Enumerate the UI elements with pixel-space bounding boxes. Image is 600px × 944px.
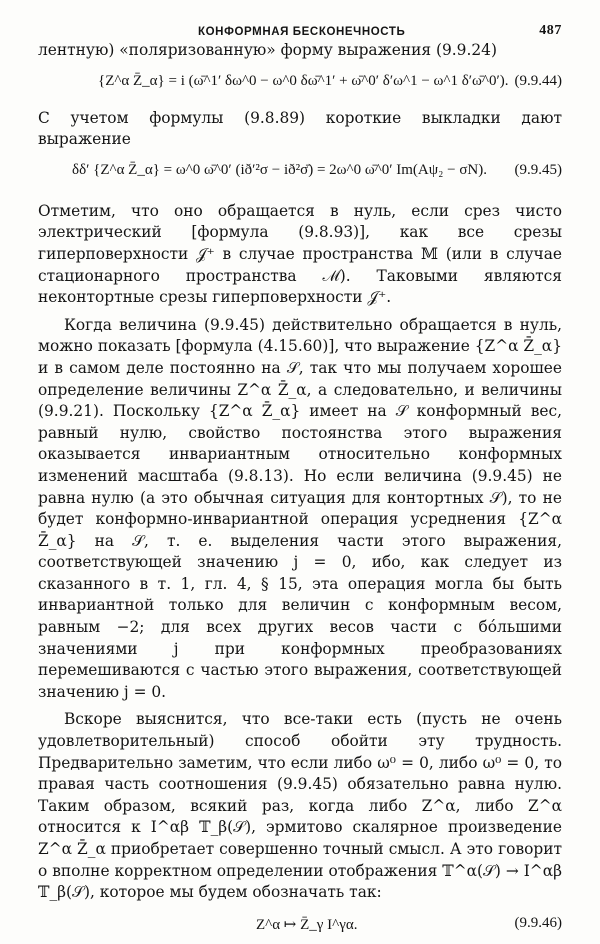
- equation-number: (9.9.44): [514, 72, 562, 89]
- equation-number: (9.9.45): [514, 161, 562, 178]
- equation-9-9-45: [38, 151, 562, 191]
- running-title: КОНФОРМНАЯ БЕСКОНЕЧНОСТЬ: [198, 26, 406, 38]
- paragraph-3: Отметим, что оно обращается в нуль, если срез чисто электрический [формула (9.8.93)], как все срезы гиперповерхности 𝒥⁺ в случае пространства 𝕄 (или в случае стационарного пространства ℳ). Таковыми являются неконтортные срезы гиперповерхности 𝒥⁺.: [38, 201, 562, 307]
- paragraph-5: Вскоре выяснится, что все-таки есть (пусть не очень удовлетворительный) способ обойти эту трудность. Предварительно заметим, что если либо ω⁰ = 0, либо ω⁰ = 0, то правая часть соотношения (9.9.45) обязательно равна нулю. Таким образом, всякий раз, когда либо Z^α, либо Z^α относится к I^αβ 𝕋_β(𝒮), эрмитово скалярное произведение Z^α Z̄_α приобретает совершенно точный смысл. А это говорит о вполне корректном определении отображения 𝕋^α(𝒮) → I^αβ 𝕋_β(𝒮), которое мы будем обозначать так:: [38, 710, 562, 902]
- page: [38, 14, 562, 944]
- equation-body: δδ′ {Z^α Z̄_α} = ω^0 ω̄^0′ (ið′²σ − ið²σ̄) = 2ω^0 ω̄^0′ Im(Aψ₂ − σN).: [72, 161, 487, 178]
- page-header: [38, 14, 562, 40]
- paragraph-1: лентную) «поляризованную» форму выражения (9.9.24): [38, 41, 497, 59]
- paragraph-4: Когда величина (9.9.45) действительно обращается в нуль, можно показать [формула (4.15.60)], что выражение {Z^α Z̄_α} и в самом деле постоянно на 𝒮, так что мы получаем хорошее определение величины Z^α Z̄_α, а следовательно, и величины (9.9.21). Поскольку {Z^α Z̄_α} имеет на 𝒮 конформный вес, равный нулю, свойство постоянства этого выражения оказывается инвариантным относительно конформных изменений масштаба (9.8.13). Но если величина (9.9.45) не равна нулю (а это обычная ситуация для контортных 𝒮), то не будет конформно-инвариантной операция усреднения {Z^α Z̄_α} на 𝒮, т. е. выделения части этого выражения, соответствующей значению j = 0, ибо, как следует из сказанного в т. 1, гл. 4, § 15, эта операция могла бы быть инвариантной только для величин с конформным весом, равным −2; для всех других весов части с бóльшими значениями j при конформных преобразованиях перемешиваются с частью этого выражения, соответствующей значению j = 0.: [38, 315, 562, 701]
- paragraph-2: С учетом формулы (9.8.89) короткие выкладки дают выражение: [38, 108, 562, 149]
- equation-body: Z^α ↦ Z̄_γ I^γα.: [256, 916, 358, 933]
- equation-number: (9.9.46): [514, 914, 562, 931]
- page-number: 487: [539, 23, 562, 38]
- equation-9-9-46: [38, 904, 562, 944]
- equation-9-9-44: [38, 62, 562, 102]
- equation-body: {Z^α Z̄_α} = i (ω̄^1′ δω^0 − ω^0 δω̄^1′ + ω̄^0′ δ′ω^1 − ω^1 δ′ω̄^0′).: [98, 72, 509, 89]
